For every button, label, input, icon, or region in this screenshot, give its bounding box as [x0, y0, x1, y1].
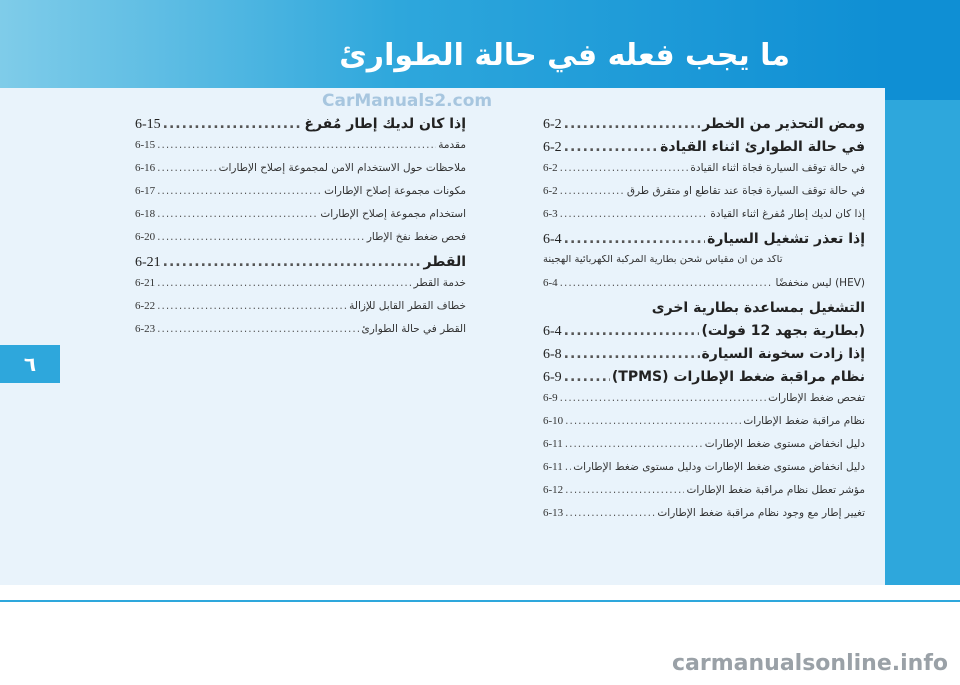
toc-leader-dots [163, 117, 303, 131]
toc-page-number: 6-4 [543, 324, 562, 339]
toc-leader-dots [564, 370, 610, 384]
toc-leader-dots [565, 416, 741, 427]
toc-entry[interactable] [135, 255, 466, 278]
toc-entry[interactable] [543, 347, 865, 370]
toc-leader-dots [163, 255, 422, 269]
toc-page-number: 6-15 [135, 140, 156, 151]
toc-leader-dots [560, 209, 709, 220]
toc-entry-title: تأكد من أن مقياس شحن بطارية المركبة الكهربائية الهجينة [543, 255, 783, 265]
toc-entry[interactable] [135, 209, 466, 232]
toc-column-left [135, 117, 466, 347]
chapter-tab[interactable]: ٦ [0, 345, 60, 383]
toc-page-number: 6-8 [543, 347, 562, 362]
toc-entry[interactable] [543, 117, 865, 140]
toc-entry-title: إذا كان لديك إطار مُفرغ [304, 117, 466, 132]
toc-entry[interactable] [543, 485, 865, 508]
toc-entry[interactable] [543, 393, 865, 416]
toc-entry-title: فحص ضغط نفخ الإطار [366, 232, 466, 243]
toc-leader-dots [157, 186, 322, 197]
toc-entry-title: في حالة توقف السيارة فجأة عند تقاطع أو متقرق طرق [626, 186, 865, 197]
toc-leader-dots [157, 324, 359, 335]
toc-entry-title: القطر في حالة الطوارئ [361, 324, 466, 335]
toc-entry-title: تغيير إطار مع وجود نظام مراقبة ضغط الإطارات [657, 508, 865, 519]
toc-entry[interactable] [135, 117, 466, 140]
toc-entry-title: خطاف القطر القابل للإزالة [349, 301, 466, 312]
toc-page-number: 6-4 [543, 232, 562, 247]
toc-entry-title: استخدام مجموعة إصلاح الإطارات [320, 209, 466, 220]
toc-page-number: 6-9 [543, 370, 562, 385]
side-strip [885, 100, 960, 585]
toc-entry[interactable] [543, 324, 865, 347]
toc-entry[interactable] [135, 186, 466, 209]
toc-entry-title: تفحص ضغط الإطارات [768, 393, 865, 404]
toc-entry-title: ومض التحذير من الخطر [702, 117, 865, 132]
toc-entry-title: ملاحظات حول الاستخدام الآمن لمجموعة إصلاح الإطارات [218, 163, 466, 174]
toc-entry-title: دليل انخفاض مستوى ضغط الإطارات [704, 439, 865, 450]
toc-entry-title: التشغيل بمساعدة بطارية أخرى [651, 301, 865, 316]
toc-page-number: 6-16 [135, 163, 156, 174]
toc-page-number: 6-17 [135, 186, 156, 197]
corner-block [885, 0, 960, 100]
toc-page-number: 6-22 [135, 301, 156, 312]
toc-page-number: 6-2 [543, 140, 562, 155]
toc-entry[interactable] [135, 324, 466, 347]
toc-entry[interactable] [543, 370, 865, 393]
toc-entry[interactable] [543, 462, 865, 485]
toc-entry-title: دليل انخفاض مستوى ضغط الإطارات ودليل مستوى ضغط الإطارات [573, 462, 865, 473]
toc-entry-title: (بطارية بجهد 12 فولت) [701, 324, 865, 339]
toc-entry[interactable] [135, 232, 466, 255]
watermark-top: CarManuals2.com [322, 91, 493, 111]
toc-page-number: 6-11 [543, 439, 563, 450]
toc-leader-dots [564, 324, 700, 338]
toc-leader-dots [560, 186, 625, 197]
toc-page-number: 6-2 [543, 117, 562, 132]
toc-leader-dots [565, 462, 571, 473]
toc-entry-title: إذا تعذر تشغيل السيارة [707, 232, 865, 247]
toc-entry-title: في حالة الطوارئ أثناء القيادة [660, 140, 865, 155]
toc-page-number: 6-13 [543, 508, 564, 519]
toc-entry[interactable] [543, 416, 865, 439]
toc-leader-dots [157, 209, 318, 220]
toc-page-number: 6-12 [543, 485, 564, 496]
toc-entry[interactable] [543, 278, 865, 301]
page-title: ما يجب فعله في حالة الطوارئ [339, 38, 790, 73]
toc-entry-title: مؤشر تعطل نظام مراقبة ضغط الإطارات [686, 485, 865, 496]
toc-entry[interactable] [543, 508, 865, 531]
toc-entry[interactable] [543, 209, 865, 232]
toc-leader-dots [157, 163, 216, 174]
toc-entry-title: إذا كان لديك إطار مُفرغ أثناء القيادة [710, 209, 865, 220]
toc-leader-dots [564, 232, 705, 246]
toc-leader-dots [560, 393, 766, 404]
toc-entry-title: مكونات مجموعة إصلاح الإطارات [324, 186, 466, 197]
toc-entry-title: في حالة توقف السيارة فجأة أثناء القيادة [690, 163, 865, 174]
toc-leader-dots [565, 508, 655, 519]
toc-entry[interactable] [135, 301, 466, 324]
toc-entry[interactable] [135, 278, 466, 301]
toc-page-number: 6-11 [543, 462, 563, 473]
toc-entry[interactable] [135, 163, 466, 186]
toc-page-number: 6-21 [135, 278, 156, 289]
toc-leader-dots [564, 117, 701, 131]
toc-entry-title: القطر [423, 255, 466, 270]
bottom-divider [0, 600, 960, 602]
toc-page-number: 6-20 [135, 232, 156, 243]
toc-leader-dots [560, 163, 689, 174]
toc-column-right [543, 117, 865, 531]
toc-entry[interactable] [543, 186, 865, 209]
toc-leader-dots [157, 232, 365, 243]
toc-entry-title: (HEV) ليس منخفضًا [775, 278, 865, 289]
toc-entry[interactable] [543, 140, 865, 163]
toc-page-number: 6-21 [135, 255, 161, 270]
toc-entry[interactable] [543, 255, 865, 278]
toc-entry[interactable] [543, 232, 865, 255]
toc-leader-dots [157, 140, 436, 151]
toc-page-number: 6-10 [543, 416, 564, 427]
toc-leader-dots [564, 347, 700, 361]
toc-entry-title: إذا زادت سخونة السيارة [701, 347, 865, 362]
toc-entry-title: نظام مراقبة ضغط الإطارات (TPMS) [611, 370, 865, 385]
toc-page-number: 6-23 [135, 324, 156, 335]
toc-leader-dots [565, 485, 684, 496]
toc-leader-dots [157, 301, 347, 312]
toc-page-number: 6-2 [543, 186, 558, 197]
toc-page-number: 6-3 [543, 209, 558, 220]
toc-entry-title: خدمة القطر [413, 278, 466, 289]
toc-page-number: 6-9 [543, 393, 558, 404]
header-bar [0, 0, 885, 88]
toc-entry[interactable] [543, 439, 865, 462]
toc-entry-title: مقدمة [438, 140, 466, 151]
watermark-bottom: carmanualsonline.info [672, 651, 948, 676]
toc-page-number: 6-2 [543, 163, 558, 174]
toc-leader-dots [157, 278, 411, 289]
toc-page-number: 6-18 [135, 209, 156, 220]
toc-entry[interactable] [543, 301, 865, 324]
toc-entry[interactable] [543, 163, 865, 186]
toc-entry[interactable] [135, 140, 466, 163]
toc-page-number: 6-4 [543, 278, 558, 289]
toc-leader-dots [560, 278, 774, 289]
toc-entry-title: نظام مراقبة ضغط الإطارات [743, 416, 865, 427]
toc-leader-dots [564, 140, 659, 154]
toc-page-number: 6-15 [135, 117, 161, 132]
toc-leader-dots [565, 439, 703, 450]
